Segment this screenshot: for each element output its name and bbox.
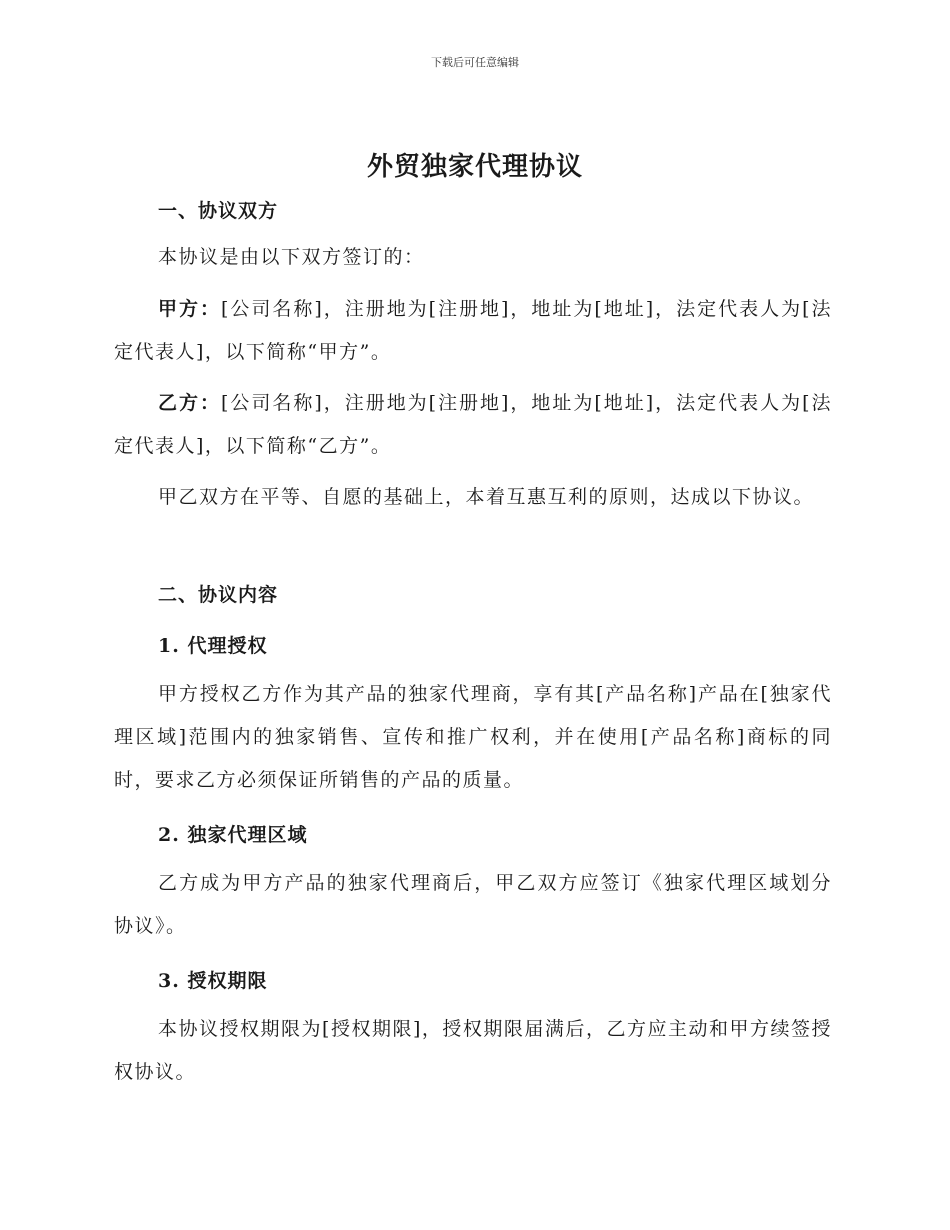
paragraph-intro: 本协议是由以下双方签订的： [158,246,425,268]
paragraph-term: 本协议授权期限为[授权期限]，授权期限届满后，乙方应主动和甲方续签授权协议。 [114,1018,832,1083]
section-heading-content: 二、协议内容 [158,584,279,606]
paragraph-closing: 甲乙双方在平等、自愿的基础上，本着互惠互利的原则，达成以下协议。 [158,486,815,508]
item-heading-authorization: 1. 代理授权 [158,635,268,657]
item-heading-region: 2. 独家代理区域 [158,824,308,846]
section-heading-parties: 一、协议双方 [158,200,279,222]
paragraph-party-a [114,288,832,374]
document-title: 外贸独家代理协议 [366,152,583,182]
paragraph-region: 乙方成为甲方产品的独家代理商后，甲乙双方应签订《独家代理区域划分协议》。 [114,872,832,937]
party-b-text: [公司名称]，注册地为[注册地]，地址为[地址]，法定代表人为[法定代表人]，以下简称“乙方”。 [114,392,832,457]
item-heading-term: 3. 授权期限 [158,970,268,992]
page-header-note: 下载后可任意编辑 [431,56,519,69]
party-a-text: [公司名称]，注册地为[注册地]，地址为[地址]，法定代表人为[法定代表人]，以下简称“甲方”。 [114,298,832,363]
paragraph-authorization: 甲方授权乙方作为其产品的独家代理商，享有其[产品名称]产品在[独家代理区域]范围内的独家销售、宣传和推广权利，并在使用[产品名称]商标的同时，要求乙方必须保证所销售的产品的质量。 [114,683,832,791]
party-b-label: 乙方： [158,392,221,414]
paragraph-party-b [114,382,832,468]
party-a-label: 甲方： [158,298,221,320]
